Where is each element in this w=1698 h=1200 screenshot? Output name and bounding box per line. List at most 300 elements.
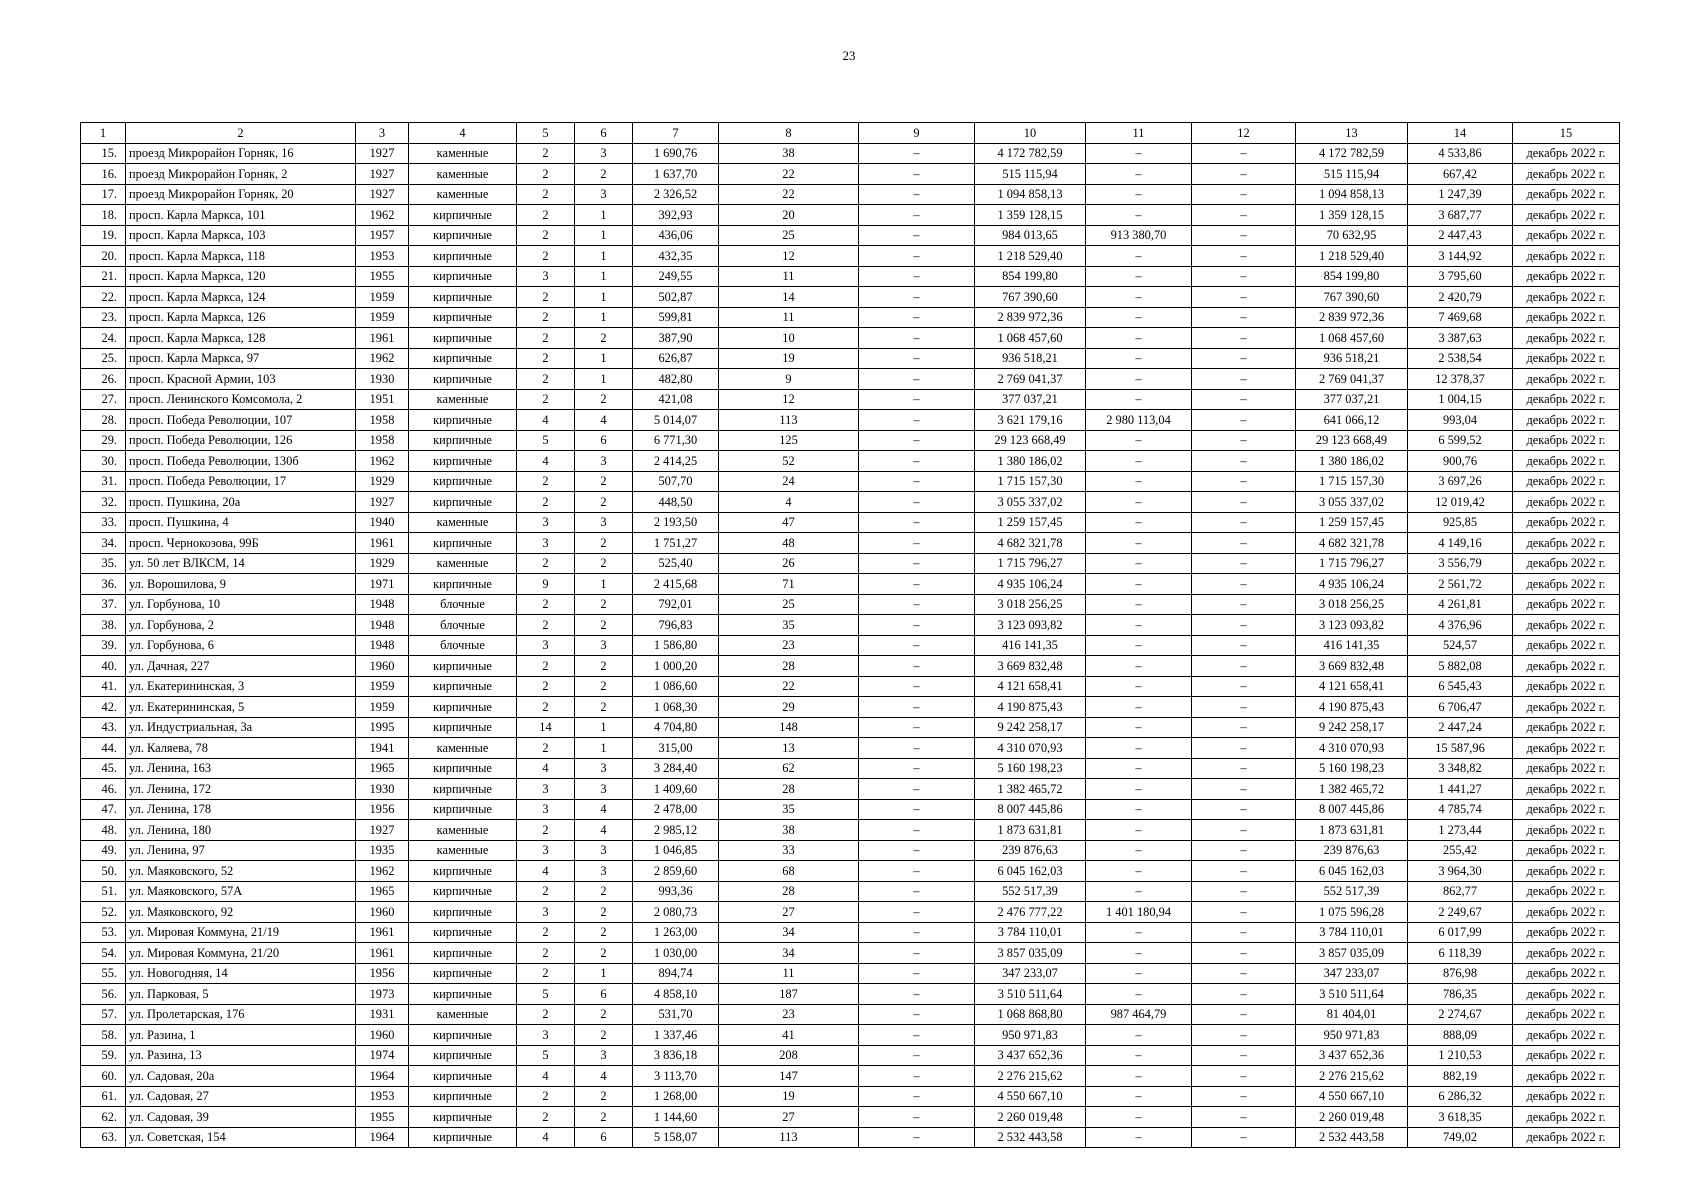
table-cell: 12	[719, 389, 859, 410]
table-cell: 2	[575, 1107, 633, 1128]
table-cell: 377 037,21	[975, 389, 1086, 410]
table-cell: 4 682 321,78	[1296, 533, 1408, 554]
table-cell: –	[1192, 1107, 1296, 1128]
table-cell: –	[1086, 656, 1192, 677]
table-cell: 51.	[81, 881, 126, 902]
table-cell: 1971	[356, 574, 409, 595]
table-cell: –	[1086, 738, 1192, 759]
table-cell: 1 401 180,94	[1086, 902, 1192, 923]
table-cell: –	[1192, 1066, 1296, 1087]
table-cell: кирпичные	[409, 758, 517, 779]
table-cell: 1 873 631,81	[975, 820, 1086, 841]
table-cell: 387,90	[633, 328, 719, 349]
table-cell: 2	[575, 533, 633, 554]
table-cell: 208	[719, 1045, 859, 1066]
table-cell: 255,42	[1408, 840, 1513, 861]
table-cell: кирпичные	[409, 717, 517, 738]
table-row	[81, 615, 1620, 636]
table-cell: –	[1192, 1004, 1296, 1025]
table-cell: декабрь 2022 г.	[1513, 1107, 1620, 1128]
table-cell: –	[859, 615, 975, 636]
table-cell: 4 376,96	[1408, 615, 1513, 636]
table-cell: 767 390,60	[975, 287, 1086, 308]
table-cell: –	[1192, 430, 1296, 451]
table-cell: –	[859, 451, 975, 472]
table-cell: 12	[719, 246, 859, 267]
table-cell: блочные	[409, 635, 517, 656]
table-cell: декабрь 2022 г.	[1513, 307, 1620, 328]
table-cell: 767 390,60	[1296, 287, 1408, 308]
table-cell: 894,74	[633, 963, 719, 984]
table-cell: 4	[575, 1066, 633, 1087]
table-cell: –	[1086, 615, 1192, 636]
table-row	[81, 1004, 1620, 1025]
table-cell: 2 985,12	[633, 820, 719, 841]
table-cell: 29.	[81, 430, 126, 451]
table-cell: просп. Пушкина, 4	[126, 512, 356, 533]
table-cell: 2	[517, 205, 575, 226]
table-cell: кирпичные	[409, 1066, 517, 1087]
table-cell: 1	[575, 348, 633, 369]
table-cell: блочные	[409, 615, 517, 636]
table-cell: 2	[575, 902, 633, 923]
table-cell: 2	[575, 656, 633, 677]
table-cell: 1 094 858,13	[1296, 184, 1408, 205]
table-cell: 2	[517, 143, 575, 164]
table-cell: 29	[719, 697, 859, 718]
table-cell: 347 233,07	[1296, 963, 1408, 984]
table-cell: 34	[719, 922, 859, 943]
table-cell: –	[1086, 697, 1192, 718]
table-cell: –	[1192, 922, 1296, 943]
table-cell: просп. Карла Маркса, 128	[126, 328, 356, 349]
table-cell: –	[859, 922, 975, 943]
table-cell: –	[859, 205, 975, 226]
table-cell: 2 276 215,62	[975, 1066, 1086, 1087]
table-cell: просп. Карла Маркса, 103	[126, 225, 356, 246]
table-cell: 4	[517, 451, 575, 472]
table-cell: 29 123 668,49	[1296, 430, 1408, 451]
table-cell: просп. Пушкина, 20а	[126, 492, 356, 513]
table-cell: ул. 50 лет ВЛКСМ, 14	[126, 553, 356, 574]
table-cell: 1955	[356, 266, 409, 287]
table-cell: кирпичные	[409, 369, 517, 390]
table-cell: –	[1086, 717, 1192, 738]
table-cell: кирпичные	[409, 451, 517, 472]
table-cell: 3	[575, 861, 633, 882]
table-cell: 2	[517, 943, 575, 964]
table-cell: 19	[719, 1086, 859, 1107]
table-cell: 2	[575, 492, 633, 513]
table-cell: 9 242 258,17	[975, 717, 1086, 738]
table-row	[81, 553, 1620, 574]
table-cell: 19.	[81, 225, 126, 246]
table-cell: декабрь 2022 г.	[1513, 369, 1620, 390]
table-cell: 1	[575, 225, 633, 246]
table-cell: –	[1086, 533, 1192, 554]
table-cell: 1959	[356, 307, 409, 328]
table-cell: –	[1192, 266, 1296, 287]
table-cell: ул. Советская, 154	[126, 1127, 356, 1148]
table-cell: декабрь 2022 г.	[1513, 840, 1620, 861]
table-cell: –	[859, 574, 975, 595]
table-cell: 1	[575, 717, 633, 738]
table-cell: 24.	[81, 328, 126, 349]
table-cell: декабрь 2022 г.	[1513, 492, 1620, 513]
table-cell: декабрь 2022 г.	[1513, 471, 1620, 492]
table-cell: 4	[517, 758, 575, 779]
table-cell: 1948	[356, 635, 409, 656]
table-cell: декабрь 2022 г.	[1513, 246, 1620, 267]
table-cell: декабрь 2022 г.	[1513, 881, 1620, 902]
table-cell: просп. Карла Маркса, 120	[126, 266, 356, 287]
table-cell: кирпичные	[409, 922, 517, 943]
table-cell: 11	[719, 963, 859, 984]
table-cell: каменные	[409, 143, 517, 164]
table-cell: декабрь 2022 г.	[1513, 656, 1620, 677]
table-cell: ул. Горбунова, 6	[126, 635, 356, 656]
column-header: 3	[356, 123, 409, 144]
table-row	[81, 492, 1620, 513]
table-cell: 28	[719, 656, 859, 677]
table-cell: 1 359 128,15	[1296, 205, 1408, 226]
table-cell: 3 284,40	[633, 758, 719, 779]
table-cell: 1 409,60	[633, 779, 719, 800]
table-cell: 1959	[356, 676, 409, 697]
table-cell: 552 517,39	[1296, 881, 1408, 902]
table-cell: –	[1192, 389, 1296, 410]
table-cell: 416 141,35	[975, 635, 1086, 656]
table-cell: кирпичные	[409, 287, 517, 308]
table-cell: –	[1192, 307, 1296, 328]
table-cell: 6 599,52	[1408, 430, 1513, 451]
table-row	[81, 881, 1620, 902]
table-cell: 2	[575, 676, 633, 697]
table-cell: декабрь 2022 г.	[1513, 943, 1620, 964]
table-cell: ул. Горбунова, 10	[126, 594, 356, 615]
table-cell: 2	[575, 922, 633, 943]
table-cell: –	[1086, 328, 1192, 349]
table-cell: –	[1192, 574, 1296, 595]
table-cell: –	[859, 902, 975, 923]
table-cell: –	[1192, 410, 1296, 431]
table-cell: 28	[719, 779, 859, 800]
table-cell: кирпичные	[409, 881, 517, 902]
table-row	[81, 533, 1620, 554]
table-cell: 1 380 186,02	[1296, 451, 1408, 472]
column-header: 15	[1513, 123, 1620, 144]
table-cell: 1948	[356, 615, 409, 636]
table-cell: декабрь 2022 г.	[1513, 184, 1620, 205]
table-cell: декабрь 2022 г.	[1513, 984, 1620, 1005]
table-cell: –	[859, 594, 975, 615]
table-row	[81, 1086, 1620, 1107]
table-cell: декабрь 2022 г.	[1513, 348, 1620, 369]
table-cell: 2	[517, 881, 575, 902]
table-cell: 2 478,00	[633, 799, 719, 820]
table-row	[81, 922, 1620, 943]
table-cell: 54.	[81, 943, 126, 964]
table-cell: 888,09	[1408, 1025, 1513, 1046]
table-cell: 20	[719, 205, 859, 226]
table-cell: 1958	[356, 430, 409, 451]
table-cell: 46.	[81, 779, 126, 800]
table-cell: –	[1086, 430, 1192, 451]
table-cell: 4 550 667,10	[975, 1086, 1086, 1107]
table-cell: декабрь 2022 г.	[1513, 205, 1620, 226]
table-cell: 6 045 162,03	[975, 861, 1086, 882]
table-cell: 3 621 179,16	[975, 410, 1086, 431]
table-cell: проезд Микрорайон Горняк, 20	[126, 184, 356, 205]
table-cell: –	[1192, 697, 1296, 718]
table-cell: декабрь 2022 г.	[1513, 143, 1620, 164]
table-cell: –	[1192, 738, 1296, 759]
table-cell: 70 632,95	[1296, 225, 1408, 246]
table-cell: 3	[575, 451, 633, 472]
table-cell: 2	[575, 881, 633, 902]
table-cell: просп. Карла Маркса, 97	[126, 348, 356, 369]
table-cell: просп. Победа Революции, 17	[126, 471, 356, 492]
table-cell: –	[1086, 184, 1192, 205]
table-cell: 3 618,35	[1408, 1107, 1513, 1128]
table-cell: 11	[719, 266, 859, 287]
table-row	[81, 656, 1620, 677]
table-cell: 5 882,08	[1408, 656, 1513, 677]
table-cell: –	[1086, 1107, 1192, 1128]
table-cell: 2 980 113,04	[1086, 410, 1192, 431]
table-cell: 1 030,00	[633, 943, 719, 964]
table-cell: 1	[575, 963, 633, 984]
table-cell: 22	[719, 184, 859, 205]
table-cell: 2 249,67	[1408, 902, 1513, 923]
table-cell: декабрь 2022 г.	[1513, 389, 1620, 410]
table-cell: 187	[719, 984, 859, 1005]
table-cell: 1941	[356, 738, 409, 759]
table-cell: 1	[575, 205, 633, 226]
table-cell: 626,87	[633, 348, 719, 369]
table-cell: кирпичные	[409, 328, 517, 349]
table-cell: 53.	[81, 922, 126, 943]
table-cell: ул. Мировая Коммуна, 21/20	[126, 943, 356, 964]
table-cell: кирпичные	[409, 348, 517, 369]
table-cell: 3 055 337,02	[1296, 492, 1408, 513]
table-cell: 2	[575, 1025, 633, 1046]
table-cell: 1	[575, 307, 633, 328]
table-cell: 23	[719, 1004, 859, 1025]
table-cell: 35	[719, 615, 859, 636]
table-cell: 60.	[81, 1066, 126, 1087]
table-cell: 2 532 443,58	[975, 1127, 1086, 1148]
table-cell: 4 858,10	[633, 984, 719, 1005]
table-cell: 2	[575, 1004, 633, 1025]
table-cell: 2	[517, 389, 575, 410]
table-cell: каменные	[409, 184, 517, 205]
table-cell: –	[1192, 451, 1296, 472]
table-cell: декабрь 2022 г.	[1513, 758, 1620, 779]
table-cell: 876,98	[1408, 963, 1513, 984]
table-cell: –	[859, 1004, 975, 1025]
table-cell: 432,35	[633, 246, 719, 267]
table-cell: 3	[517, 533, 575, 554]
table-cell: ул. Садовая, 27	[126, 1086, 356, 1107]
table-cell: кирпичные	[409, 1127, 517, 1148]
table-cell: 2	[575, 1086, 633, 1107]
table-cell: –	[1192, 656, 1296, 677]
table-cell: 62	[719, 758, 859, 779]
column-header: 2	[126, 123, 356, 144]
table-cell: 2	[517, 184, 575, 205]
table-cell: ул. Пролетарская, 176	[126, 1004, 356, 1025]
table-cell: –	[859, 840, 975, 861]
table-cell: декабрь 2022 г.	[1513, 533, 1620, 554]
table-cell: 3 055 337,02	[975, 492, 1086, 513]
table-cell: 19	[719, 348, 859, 369]
table-cell: 1962	[356, 348, 409, 369]
table-cell: 25	[719, 594, 859, 615]
table-cell: 1 144,60	[633, 1107, 719, 1128]
table-cell: 987 464,79	[1086, 1004, 1192, 1025]
table-cell: кирпичные	[409, 471, 517, 492]
table-cell: 421,08	[633, 389, 719, 410]
table-cell: 1 382 465,72	[975, 779, 1086, 800]
table-cell: 36.	[81, 574, 126, 595]
table-cell: –	[1086, 1086, 1192, 1107]
table-cell: –	[859, 287, 975, 308]
table-cell: 48	[719, 533, 859, 554]
table-cell: 416 141,35	[1296, 635, 1408, 656]
table-cell: –	[859, 1107, 975, 1128]
table-cell: 1948	[356, 594, 409, 615]
table-cell: 3	[575, 779, 633, 800]
table-cell: –	[1086, 779, 1192, 800]
table-cell: 6 771,30	[633, 430, 719, 451]
table-cell: 4 121 658,41	[1296, 676, 1408, 697]
table-cell: 29 123 668,49	[975, 430, 1086, 451]
table-cell: каменные	[409, 820, 517, 841]
table-cell: 57.	[81, 1004, 126, 1025]
table-cell: 2 260 019,48	[1296, 1107, 1408, 1128]
table-cell: кирпичные	[409, 1086, 517, 1107]
table-cell: 854 199,80	[1296, 266, 1408, 287]
table-cell: –	[1192, 881, 1296, 902]
table-cell: просп. Победа Революции, 126	[126, 430, 356, 451]
table-cell: 3 964,30	[1408, 861, 1513, 882]
table-cell: –	[1086, 861, 1192, 882]
table-cell: –	[859, 1086, 975, 1107]
table-cell: кирпичные	[409, 574, 517, 595]
table-cell: 23.	[81, 307, 126, 328]
table-cell: 71	[719, 574, 859, 595]
table-cell: декабрь 2022 г.	[1513, 287, 1620, 308]
table-cell: –	[859, 820, 975, 841]
table-cell: ул. Разина, 1	[126, 1025, 356, 1046]
table-cell: –	[859, 1066, 975, 1087]
table-row	[81, 246, 1620, 267]
table-cell: ул. Каляева, 78	[126, 738, 356, 759]
column-header: 4	[409, 123, 517, 144]
table-cell: декабрь 2022 г.	[1513, 1004, 1620, 1025]
table-cell: 47.	[81, 799, 126, 820]
table-cell: 3 857 035,09	[975, 943, 1086, 964]
table-cell: 52.	[81, 902, 126, 923]
table-cell: декабрь 2022 г.	[1513, 266, 1620, 287]
table-cell: –	[859, 307, 975, 328]
table-cell: 147	[719, 1066, 859, 1087]
table-cell: декабрь 2022 г.	[1513, 410, 1620, 431]
table-cell: 1959	[356, 287, 409, 308]
table-cell: 2	[517, 471, 575, 492]
table-cell: просп. Карла Маркса, 124	[126, 287, 356, 308]
table-cell: 6	[575, 1127, 633, 1148]
table-cell: 377 037,21	[1296, 389, 1408, 410]
table-cell: кирпичные	[409, 984, 517, 1005]
table-cell: кирпичные	[409, 1107, 517, 1128]
table-cell: декабрь 2022 г.	[1513, 697, 1620, 718]
table-cell: 3 144,92	[1408, 246, 1513, 267]
table-cell: 2	[517, 922, 575, 943]
table-cell: –	[859, 943, 975, 964]
table-cell: 2 414,25	[633, 451, 719, 472]
table-cell: декабрь 2022 г.	[1513, 635, 1620, 656]
table-cell: 2	[517, 1004, 575, 1025]
table-cell: 1931	[356, 1004, 409, 1025]
table-cell: ул. Новогодняя, 14	[126, 963, 356, 984]
table-cell: –	[859, 963, 975, 984]
table-cell: 9	[719, 369, 859, 390]
table-cell: 48.	[81, 820, 126, 841]
table-cell: просп. Ленинского Комсомола, 2	[126, 389, 356, 410]
table-cell: 6 017,99	[1408, 922, 1513, 943]
table-cell: просп. Карла Маркса, 101	[126, 205, 356, 226]
table-cell: –	[1192, 143, 1296, 164]
table-cell: 2	[575, 389, 633, 410]
table-cell: –	[1192, 717, 1296, 738]
table-cell: 2 769 041,37	[1296, 369, 1408, 390]
table-cell: 2	[517, 676, 575, 697]
table-cell: 239 876,63	[1296, 840, 1408, 861]
table-cell: 63.	[81, 1127, 126, 1148]
table-cell: 531,70	[633, 1004, 719, 1025]
table-cell: 1 000,20	[633, 656, 719, 677]
table-cell: 4 310 070,93	[1296, 738, 1408, 759]
table-cell: кирпичные	[409, 943, 517, 964]
table-cell: 1951	[356, 389, 409, 410]
table-cell: 4 533,86	[1408, 143, 1513, 164]
table-cell: 667,42	[1408, 164, 1513, 185]
table-cell: 1 586,80	[633, 635, 719, 656]
table-row	[81, 963, 1620, 984]
table-cell: 148	[719, 717, 859, 738]
table-cell: 2	[575, 553, 633, 574]
table-cell: ул. Ленина, 172	[126, 779, 356, 800]
table-cell: ул. Ленина, 97	[126, 840, 356, 861]
table-cell: 4 190 875,43	[975, 697, 1086, 718]
page-number: 23	[842, 48, 856, 63]
table-cell: –	[1086, 246, 1192, 267]
table-cell: 1	[575, 266, 633, 287]
table-cell: 2	[517, 615, 575, 636]
table-cell: –	[1192, 553, 1296, 574]
table-cell: каменные	[409, 738, 517, 759]
table-cell: декабрь 2022 г.	[1513, 717, 1620, 738]
table-cell: 984 013,65	[975, 225, 1086, 246]
column-header: 10	[975, 123, 1086, 144]
table-row	[81, 225, 1620, 246]
table-cell: 1	[575, 369, 633, 390]
table-cell: кирпичные	[409, 533, 517, 554]
table-cell: ул. Горбунова, 2	[126, 615, 356, 636]
table-cell: 524,57	[1408, 635, 1513, 656]
